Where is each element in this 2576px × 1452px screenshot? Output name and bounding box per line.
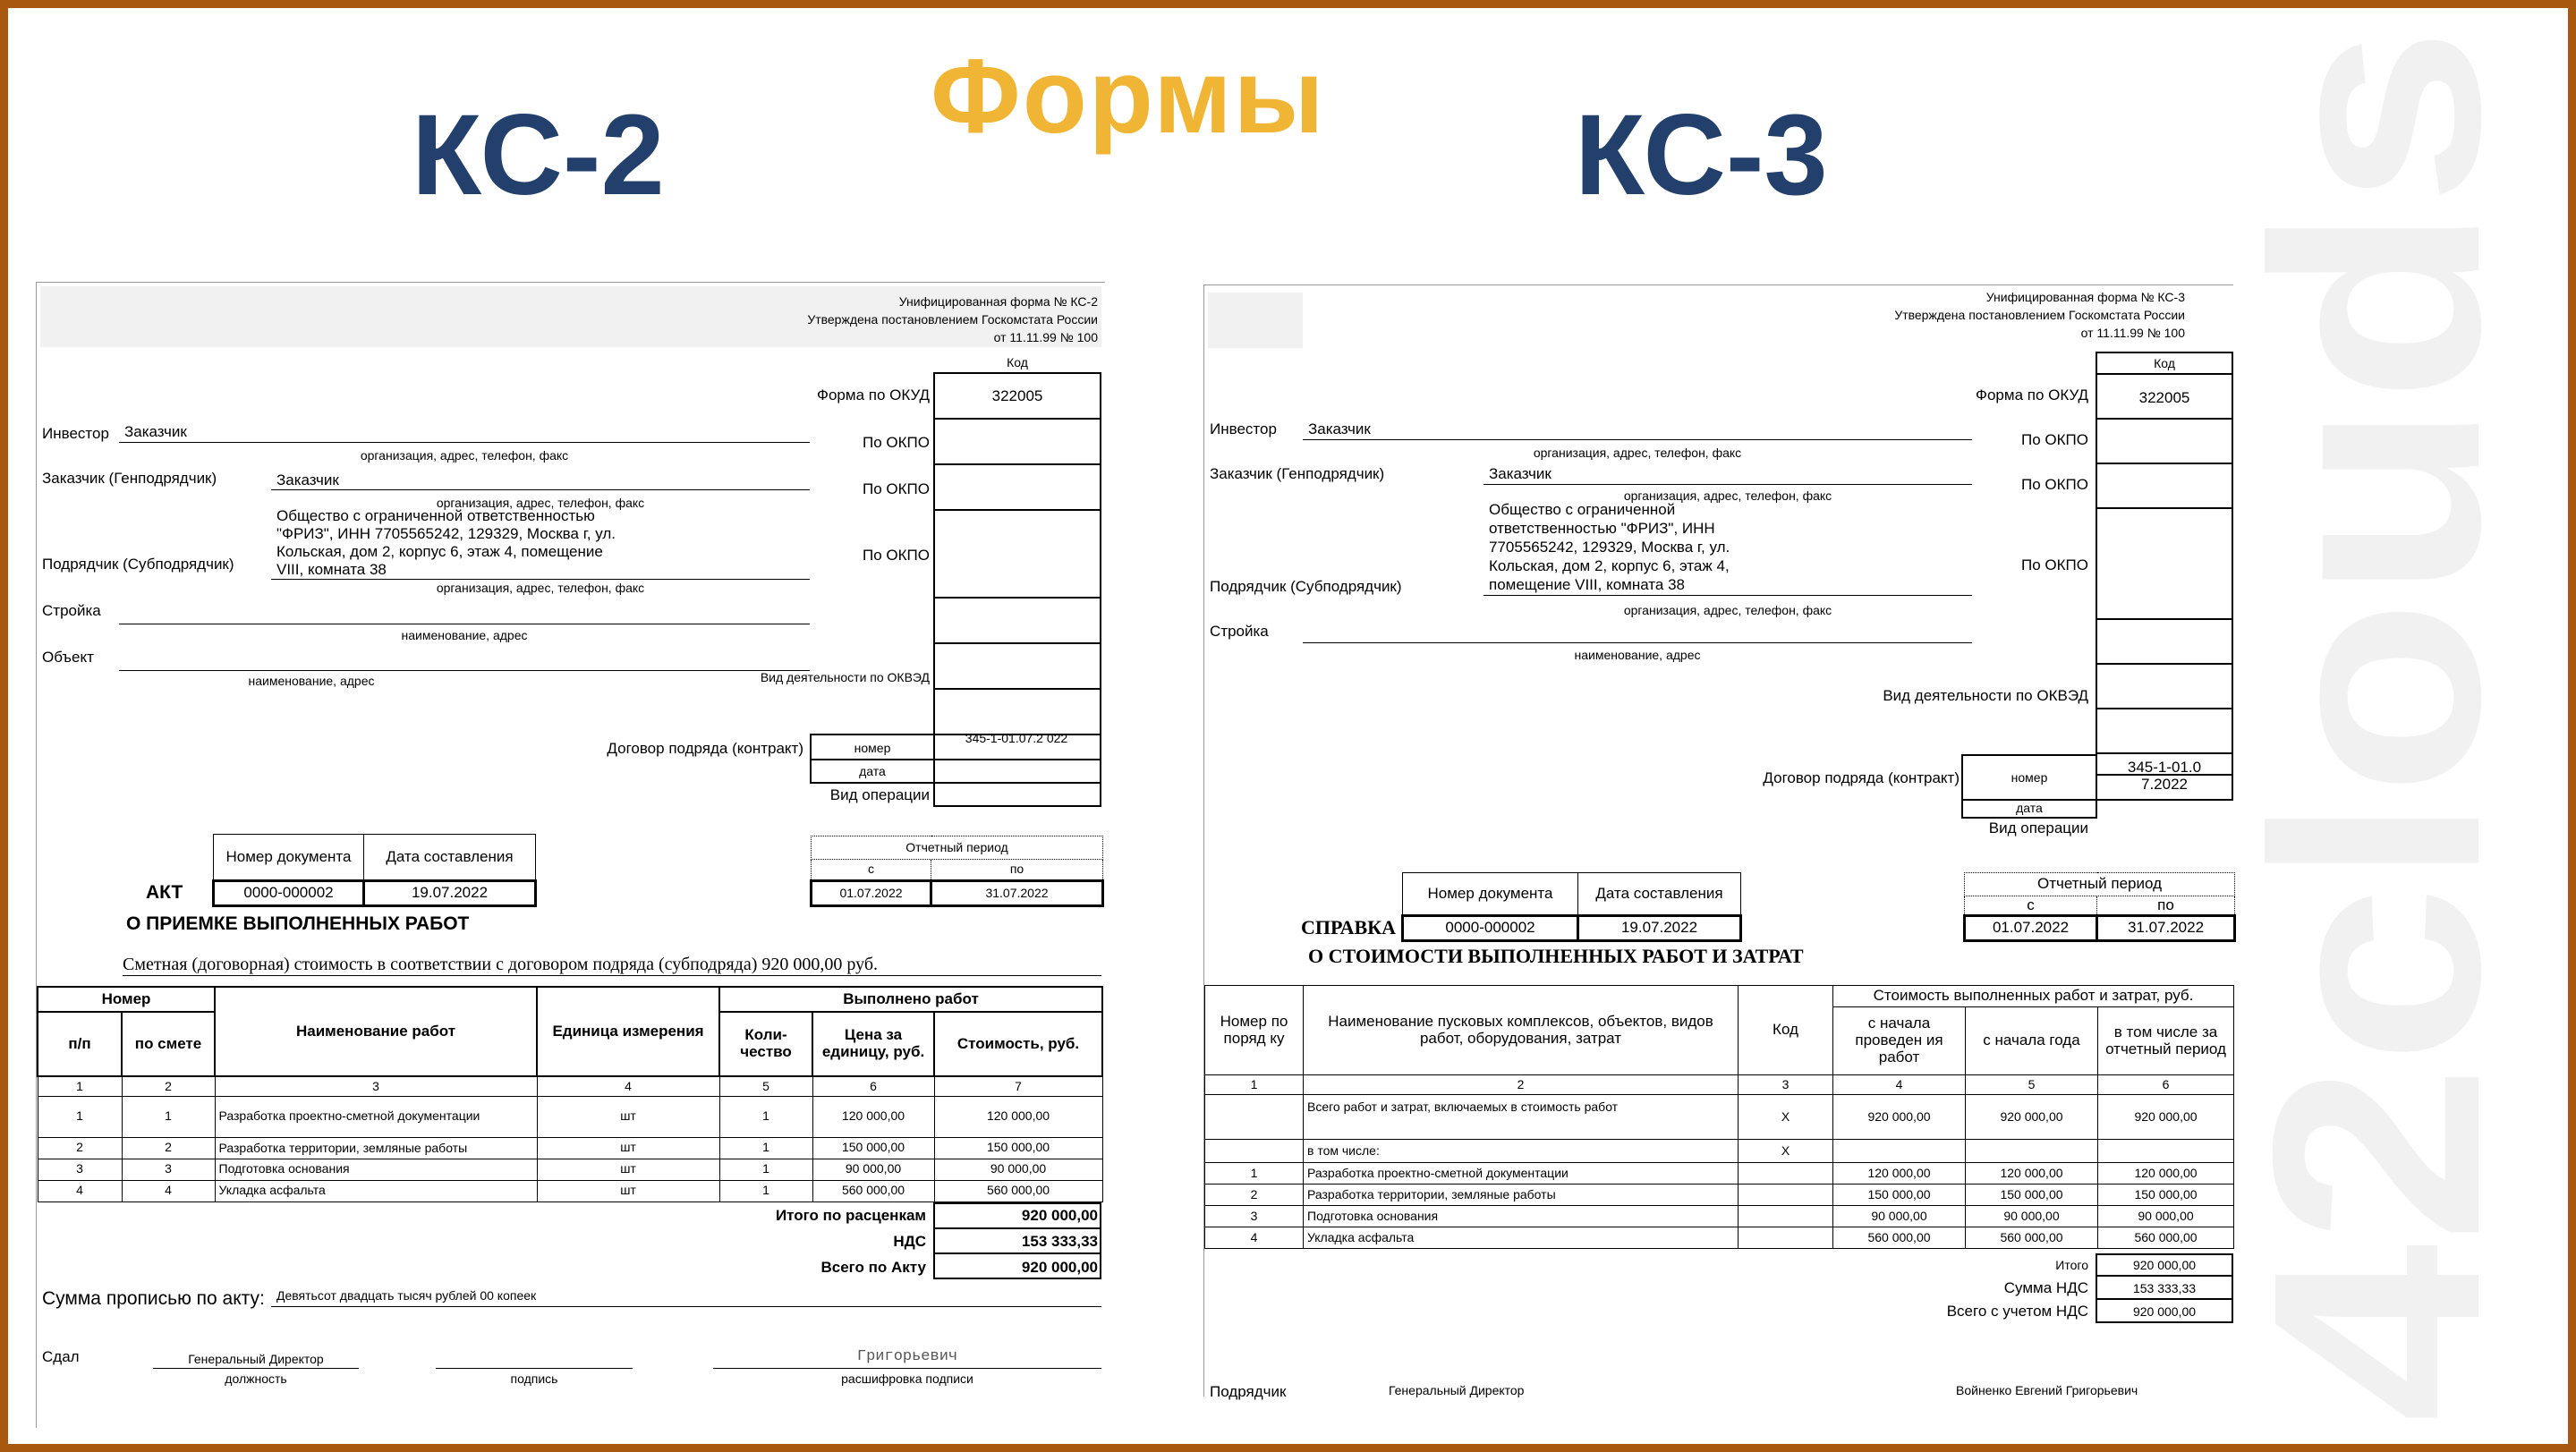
ks2-cell: 150 000,00 <box>812 1137 934 1159</box>
ks3-site-code-cell <box>2096 618 2233 665</box>
ks2-cell: 560 000,00 <box>934 1180 1102 1202</box>
ks2-sum-words-label: Сумма прописью по акту: <box>42 1288 265 1309</box>
ks2-from-label: с <box>812 860 931 881</box>
ks3-cell: 120 000,00 <box>1966 1163 2098 1185</box>
ks2-okpo-label-3: По ОКПО <box>863 547 930 564</box>
ks2-form-title: КС-2 <box>412 91 665 219</box>
ks3-investor-label: Инвестор <box>1210 420 1277 437</box>
ks2-number-label: номер <box>854 741 891 755</box>
table-row <box>38 1180 1102 1202</box>
ks3-cell: 90 000,00 <box>1966 1206 2098 1227</box>
ks3-col-num: 2 <box>1304 1075 1739 1095</box>
ks2-blank-cell <box>933 688 1101 735</box>
ks2-cell: Укладка асфальта <box>215 1180 537 1202</box>
ks3-contractor-caption: организация, адрес, телефон, факс <box>1623 603 1832 617</box>
table-row <box>1205 1185 2234 1206</box>
ks2-cell: 1 <box>38 1096 122 1137</box>
ks2-investor-label: Инвестор <box>42 425 109 442</box>
ks2-works-table <box>37 986 1103 1202</box>
ks2-cell: 1 <box>122 1096 215 1137</box>
ks3-to-label: по <box>2097 896 2235 916</box>
ks2-cell: 4 <box>122 1180 215 1202</box>
ks2-signature-line <box>436 1368 633 1369</box>
ks3-cell: 2 <box>1205 1185 1304 1206</box>
ks2-th-pp: п/п <box>38 1012 122 1076</box>
slide-title: Формы <box>931 38 1326 156</box>
ks2-col-num: 1 <box>38 1076 122 1096</box>
ks2-document <box>36 282 1105 1428</box>
ks2-cell: 1 <box>719 1137 812 1159</box>
ks2-th-cost: Стоимость, руб. <box>934 1012 1102 1076</box>
ks3-number-label: номер <box>2011 770 2048 785</box>
ks2-cell: 90 000,00 <box>934 1159 1102 1180</box>
ks2-th-work-name: Наименование работ <box>215 987 537 1076</box>
ks2-position-line <box>153 1368 359 1369</box>
watermark-text: 42clouds <box>2211 142 2541 1422</box>
ks3-th-code: Код <box>1739 986 1833 1075</box>
ks2-cell: 1 <box>719 1180 812 1202</box>
ks2-total-label: Итого по расценкам <box>775 1207 926 1224</box>
ks2-date-label: дата <box>859 764 886 778</box>
ks2-code-label: Код <box>1007 355 1028 369</box>
ks2-sum-words-line <box>271 1306 1101 1307</box>
ks2-cell: Подготовка основания <box>215 1159 537 1180</box>
ks2-header-line-2: Утверждена постановлением Госкомстата России <box>807 312 1098 327</box>
ks2-to-label: по <box>931 860 1103 881</box>
ks2-act-label: АКТ <box>146 882 183 903</box>
ks3-site-caption: наименование, адрес <box>1574 648 1701 662</box>
ks3-cell: 560 000,00 <box>1966 1227 2098 1249</box>
ks3-period-from: 01.07.2022 <box>1965 916 2097 941</box>
ks2-header-line-1: Унифицированная форма № КС-2 <box>898 294 1098 309</box>
ks3-th-since-year: с начала года <box>1966 1007 2098 1075</box>
ks2-customer-label: Заказчик (Генподрядчик) <box>42 470 217 487</box>
ks2-col-num: 4 <box>537 1076 719 1096</box>
ks2-grand-total-label: Всего по Акту <box>820 1259 926 1276</box>
ks3-cell: 150 000,00 <box>1966 1185 2098 1206</box>
ks2-okud-value: 322005 <box>991 387 1043 404</box>
ks3-okpo-cell-1 <box>2096 418 2233 464</box>
ks3-form-title: КС-3 <box>1575 91 1828 219</box>
ks3-col-num: 3 <box>1739 1075 1833 1095</box>
ks2-th-unit: Единица измерения <box>537 987 719 1076</box>
ks3-footer-signer: Войненко Евгений Григорьевич <box>1956 1383 2138 1397</box>
table-row <box>38 1137 1102 1159</box>
ks2-period-table <box>810 836 1104 907</box>
ks3-doc-date-label: Дата составления <box>1578 873 1741 916</box>
ks2-total-value: 920 000,00 <box>1021 1207 1098 1224</box>
ks3-col-num: 4 <box>1833 1075 1966 1095</box>
ks2-header-line-3: от 11.11.99 № 100 <box>993 330 1098 344</box>
ks2-customer-caption: организация, адрес, телефон, факс <box>436 496 645 510</box>
ks3-contractor-line-3: 7705565242, 129329, Москва г, ул. <box>1489 539 1730 556</box>
ks2-okpo-cell-2 <box>933 463 1101 511</box>
ks3-th-number: Номер по поряд ку <box>1205 986 1304 1075</box>
ks3-code-label: Код <box>2154 356 2175 370</box>
ks3-cell: Х <box>1739 1095 1833 1140</box>
ks2-period-to: 31.07.2022 <box>931 881 1103 906</box>
ks3-investor-line <box>1303 439 1972 440</box>
ks3-cell: 150 000,00 <box>2098 1185 2234 1206</box>
ks3-th-in-period: в том числе за отчетный период <box>2098 1007 2234 1075</box>
ks2-col-num: 5 <box>719 1076 812 1096</box>
ks2-object-label: Объект <box>42 649 94 666</box>
ks3-doc-info-table <box>1401 872 1742 942</box>
ks2-position: Генеральный Директор <box>188 1352 324 1366</box>
ks3-from-label: с <box>1965 896 2097 916</box>
table-row <box>1205 1227 2234 1249</box>
ks2-signature-caption: подпись <box>510 1371 558 1386</box>
ks3-operation-label: Вид операции <box>1988 819 2088 836</box>
ks3-cell <box>1739 1163 1833 1185</box>
ks2-contractor-label: Подрядчик (Субподрядчик) <box>42 556 234 573</box>
ks3-okud-label: Форма по ОКУД <box>1976 386 2088 403</box>
ks2-site-label: Стройка <box>42 602 101 619</box>
ks2-cell: 2 <box>122 1137 215 1159</box>
table-row <box>1205 1095 2234 1140</box>
ks2-contractor-caption: организация, адрес, телефон, факс <box>436 581 645 595</box>
ks3-vat-value: 153 333,33 <box>2132 1281 2197 1295</box>
ks3-okpo-label-2: По ОКПО <box>2021 476 2088 493</box>
ks2-doc-no: 0000-000002 <box>214 881 364 906</box>
ks2-decode-caption: расшифровка подписи <box>841 1371 973 1386</box>
ks2-col-num: 7 <box>934 1076 1102 1096</box>
ks3-contractor-line-4: Кольская, дом 2, корпус 6, этаж 4, <box>1489 557 1730 574</box>
ks2-cell: 3 <box>38 1159 122 1180</box>
ks3-document <box>1203 284 2233 1400</box>
ks3-cell: 1 <box>1205 1163 1304 1185</box>
ks3-cell: 90 000,00 <box>1833 1206 1966 1227</box>
ks3-footer-left: Подрядчик <box>1210 1383 1287 1400</box>
ks3-total-value: 920 000,00 <box>2132 1258 2197 1272</box>
ks2-cell: 120 000,00 <box>934 1096 1102 1137</box>
ks2-site-caption: наименование, адрес <box>401 628 528 642</box>
ks3-contractor-line-1: Общество с ограниченной <box>1489 501 1676 518</box>
ks2-cell: Разработка проектно-сметной документации <box>215 1096 537 1137</box>
ks2-date-cell <box>933 759 1101 784</box>
ks2-okved-cell <box>933 642 1101 690</box>
ks2-contractor-line-1: Общество с ограниченной ответственностью <box>276 507 595 524</box>
ks3-investor-value: Заказчик <box>1308 420 1371 437</box>
ks3-total-label: Итого <box>2055 1258 2088 1272</box>
ks3-cell <box>2098 1140 2234 1163</box>
ks2-th-done: Выполнено работ <box>719 987 1102 1012</box>
ks3-doc-no: 0000-000002 <box>1403 916 1578 941</box>
ks2-operation-label: Вид операции <box>829 786 930 803</box>
ks2-col-num: 2 <box>122 1076 215 1096</box>
ks3-cell: Всего работ и затрат, включаемых в стоимость работ <box>1304 1095 1739 1140</box>
ks2-period-from: 01.07.2022 <box>812 881 931 906</box>
ks3-header-line-3: от 11.11.99 № 100 <box>2080 326 2185 340</box>
table-row <box>1205 1206 2234 1227</box>
ks2-object-line <box>119 670 810 671</box>
ks3-cell <box>1966 1140 2098 1163</box>
ks2-cell: 4 <box>38 1180 122 1202</box>
ks3-customer-value: Заказчик <box>1489 465 1552 482</box>
ks3-cell <box>1205 1140 1304 1163</box>
ks2-vat-value: 153 333,33 <box>1021 1233 1098 1250</box>
ks2-act-title: О ПРИЕМКЕ ВЫПОЛНЕННЫХ РАБОТ <box>126 913 470 934</box>
ks3-cell <box>1739 1227 1833 1249</box>
ks3-col-num: 1 <box>1205 1075 1304 1095</box>
ks2-okved-label: Вид деятельности по ОКВЭД <box>760 670 930 684</box>
ks2-col-num: 3 <box>215 1076 537 1096</box>
ks2-okpo-cell-3 <box>933 509 1101 599</box>
ks3-period-table <box>1963 872 2236 942</box>
ks3-th-since-start: с начала проведен ия работ <box>1833 1007 1966 1075</box>
ks2-cell: шт <box>537 1137 719 1159</box>
ks3-contractor-line-5: помещение VIII, комната 38 <box>1489 576 1685 593</box>
ks3-header-line-1: Унифицированная форма № КС-3 <box>1985 290 2185 304</box>
watermark-logo <box>2211 9 2541 1440</box>
ks3-works-table <box>1204 985 2234 1249</box>
ks3-okved-label: Вид деятельности по ОКВЭД <box>1883 687 2088 704</box>
ks2-contractor-underline <box>271 579 810 580</box>
ks2-period-label: Отчетный период <box>812 836 1103 860</box>
ks3-spravka-label: СПРАВКА <box>1301 916 1397 938</box>
ks2-operation-cell <box>933 782 1101 807</box>
ks3-cell: 560 000,00 <box>2098 1227 2234 1249</box>
ks3-site-line <box>1303 642 1972 643</box>
ks3-contract-number: 345-1-01.0 7.2022 <box>2127 759 2202 793</box>
ks2-signer: Григорьевич <box>856 1348 958 1365</box>
ks2-doc-date-label: Дата составления <box>364 835 536 881</box>
ks3-grand-total-label: Всего с учетом НДС <box>1946 1303 2088 1320</box>
ks3-okpo-label-1: По ОКПО <box>2021 431 2088 448</box>
ks3-contractor-underline <box>1484 595 1972 596</box>
ks2-investor-value: Заказчик <box>124 423 187 440</box>
ks3-cell: 920 000,00 <box>2098 1095 2234 1140</box>
ks3-contractor-label: Подрядчик (Субподрядчик) <box>1210 578 1402 595</box>
ks3-period-to: 31.07.2022 <box>2097 916 2235 941</box>
ks2-customer-line <box>271 489 810 490</box>
ks3-contract-label: Договор подряда (контракт) <box>1763 769 1960 786</box>
ks2-cell: 1 <box>719 1159 812 1180</box>
ks2-cell: 1 <box>719 1096 812 1137</box>
ks3-cell: 920 000,00 <box>1833 1095 1966 1140</box>
ks3-okpo-cell-2 <box>2096 463 2233 509</box>
ks2-site-code-cell <box>933 597 1101 644</box>
ks3-cell: 120 000,00 <box>2098 1163 2234 1185</box>
ks3-contractor-line-2: ответственностью "ФРИЗ", ИНН <box>1489 520 1715 537</box>
ks3-header-line-2: Утверждена постановлением Госкомстата России <box>1894 308 2185 322</box>
ks3-doc-no-label: Номер документа <box>1403 873 1578 916</box>
ks2-signer-line <box>713 1368 1101 1369</box>
ks2-position-caption: должность <box>225 1371 287 1386</box>
table-row <box>1205 1163 2234 1185</box>
ks3-period-label: Отчетный период <box>1965 873 2235 896</box>
ks3-okpo-label-3: По ОКПО <box>2021 556 2088 573</box>
ks3-vat-label: Сумма НДС <box>2003 1279 2088 1296</box>
ks2-cell: шт <box>537 1180 719 1202</box>
ks2-doc-date: 19.07.2022 <box>364 881 536 906</box>
ks3-okved-cell <box>2096 663 2233 709</box>
ks3-cell: 4 <box>1205 1227 1304 1249</box>
ks2-investor-line <box>119 442 810 443</box>
ks3-cell <box>1739 1206 1833 1227</box>
ks2-doc-no-label: Номер документа <box>214 835 364 881</box>
ks3-col-num: 6 <box>2098 1075 2234 1095</box>
ks3-cell: Укладка асфальта <box>1304 1227 1739 1249</box>
ks3-number-cell <box>2096 708 2233 754</box>
ks2-cell: 90 000,00 <box>812 1159 934 1180</box>
ks2-cell: 120 000,00 <box>812 1096 934 1137</box>
ks2-cell: 150 000,00 <box>934 1137 1102 1159</box>
ks3-customer-line <box>1484 484 1972 485</box>
ks2-sum-words: Девятьсот двадцать тысяч рублей 00 копеек <box>276 1288 537 1303</box>
ks2-vat-label: НДС <box>893 1233 926 1250</box>
ks3-col-num: 5 <box>1966 1075 2098 1095</box>
ks2-th-number: Номер <box>38 987 215 1012</box>
ks2-cell: 3 <box>122 1159 215 1180</box>
ks3-cell: в том числе: <box>1304 1140 1739 1163</box>
ks3-cell: Подготовка основания <box>1304 1206 1739 1227</box>
ks2-cell: шт <box>537 1096 719 1137</box>
ks2-contractor-line-4: VIII, комната 38 <box>276 561 387 578</box>
ks2-investor-caption: организация, адрес, телефон, факс <box>360 448 569 463</box>
ks3-grand-total-value: 920 000,00 <box>2132 1304 2197 1319</box>
ks2-doc-info-table <box>212 834 537 907</box>
ks3-title: О СТОИМОСТИ ВЫПОЛНЕННЫХ РАБОТ И ЗАТРАТ <box>1308 945 1804 967</box>
ks3-logo-placeholder <box>1208 293 1303 348</box>
ks3-cell: 560 000,00 <box>1833 1227 1966 1249</box>
ks3-cell: 90 000,00 <box>2098 1206 2234 1227</box>
table-row <box>38 1159 1102 1180</box>
ks3-customer-label: Заказчик (Генподрядчик) <box>1210 465 1385 482</box>
ks3-th-cost: Стоимость выполненных работ и затрат, руб. <box>1833 986 2234 1007</box>
ks2-contract-number: 345-1-01.07.2 022 <box>965 731 1068 745</box>
ks2-cell: шт <box>537 1159 719 1180</box>
ks3-cell <box>1205 1095 1304 1140</box>
ks3-customer-caption: организация, адрес, телефон, факс <box>1623 488 1832 503</box>
ks2-handed-label: Сдал <box>42 1348 80 1365</box>
ks2-th-by-estimate: по смете <box>122 1012 215 1076</box>
ks2-contractor-line-3: Кольская, дом 2, корпус 6, этаж 4, помещение <box>276 543 603 560</box>
table-row <box>38 1096 1102 1137</box>
ks2-object-caption: наименование, адрес <box>248 674 375 688</box>
ks2-estimate-text: Сметная (договорная) стоимость в соответствии с договором подряда (субподряда) 920 000,00 руб. <box>123 955 879 974</box>
ks3-investor-caption: организация, адрес, телефон, факс <box>1533 446 1742 460</box>
ks3-cell <box>1833 1140 1966 1163</box>
ks3-date-label: дата <box>2016 801 2043 815</box>
ks2-okud-label: Форма по ОКУД <box>817 386 930 403</box>
ks3-doc-date: 19.07.2022 <box>1578 916 1741 941</box>
ks3-footer-position: Генеральный Директор <box>1389 1383 1525 1397</box>
ks2-contract-label: Договор подряда (контракт) <box>607 740 803 757</box>
ks3-cell: 920 000,00 <box>1966 1095 2098 1140</box>
ks2-okpo-cell-1 <box>933 418 1101 465</box>
ks2-okpo-label-2: По ОКПО <box>863 480 930 497</box>
ks3-cell: Разработка территории, земляные работы <box>1304 1185 1739 1206</box>
ks2-th-qty: Коли- чество <box>719 1012 812 1076</box>
ks2-th-price: Цена за единицу, руб. <box>812 1012 934 1076</box>
ks2-cell: 560 000,00 <box>812 1180 934 1202</box>
ks3-cell <box>1739 1185 1833 1206</box>
ks3-th-name: Наименование пусковых комплексов, объектов, видов работ, оборудования, затрат <box>1304 986 1739 1075</box>
table-row <box>1205 1140 2234 1163</box>
ks3-cell: 150 000,00 <box>1833 1185 1966 1206</box>
ks3-cell: 120 000,00 <box>1833 1163 1966 1185</box>
ks2-col-num: 6 <box>812 1076 934 1096</box>
ks3-okpo-cell-3 <box>2096 507 2233 620</box>
ks2-estimate-line <box>123 975 1101 976</box>
ks3-cell: 3 <box>1205 1206 1304 1227</box>
ks2-grand-total-value: 920 000,00 <box>1021 1259 1098 1276</box>
ks2-cell: Разработка территории, земляные работы <box>215 1137 537 1159</box>
ks3-cell: Разработка проектно-сметной документации <box>1304 1163 1739 1185</box>
ks3-okud-value: 322005 <box>2138 389 2190 406</box>
ks2-okpo-label-1: По ОКПО <box>863 434 930 451</box>
ks2-contractor-line-2: "ФРИЗ", ИНН 7705565242, 129329, Москва г, ул. <box>276 525 616 542</box>
ks2-customer-value: Заказчик <box>276 471 339 488</box>
ks3-site-label: Стройка <box>1210 623 1269 640</box>
ks3-cell: Х <box>1739 1140 1833 1163</box>
ks2-cell: 2 <box>38 1137 122 1159</box>
